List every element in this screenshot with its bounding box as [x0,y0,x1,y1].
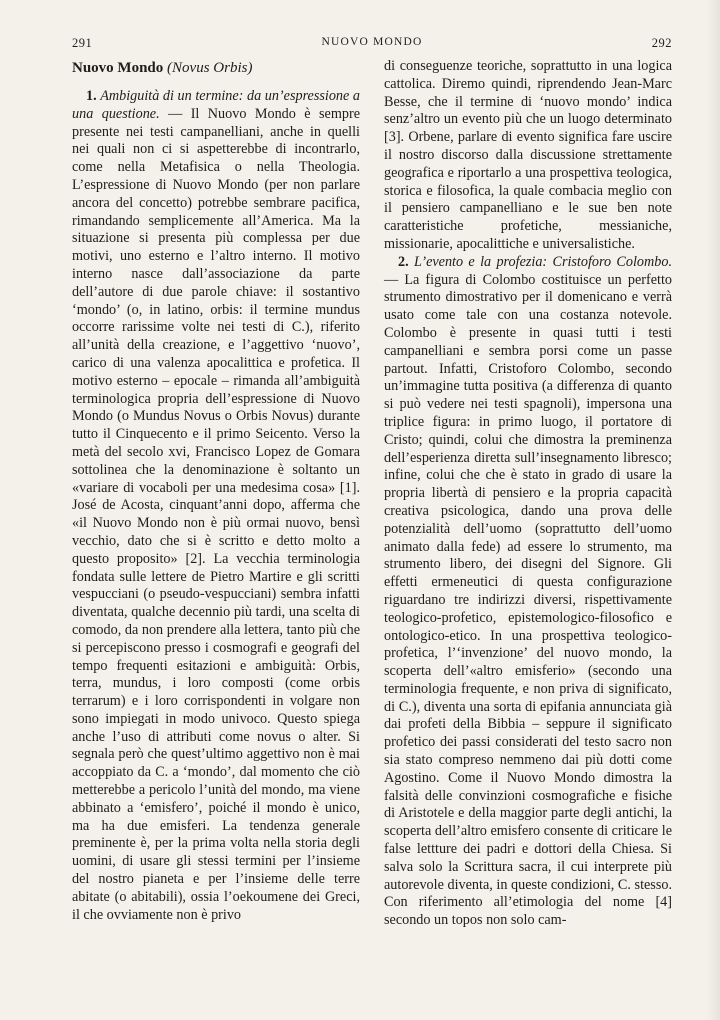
page-edge-shadow [706,0,720,1020]
running-header [72,36,672,52]
entry-title-text: Nuovo Mondo [72,60,164,76]
left-column [72,58,360,924]
section-2-number: 2. [398,253,409,270]
section-1-title: Ambiguità di un termine: da un’espressione a una questione. [72,88,361,122]
page-number-right: 292 [651,36,672,50]
continuation-paragraph: di conseguenze teoriche, soprattutto in una logica cattolica. Diremo quindi, riprendendo Jean-Marc Besse, che il termine di ‘nuovo mondo’ indica senz’altro un evento più che un luogo determinato [3]. Orbene, parlare di evento significa fare uscire il nostro discorso dalla discussione strettamente geografica e riportarlo a una prospettiva teologica, storica e filosofica, la quale combacia meglio con il pensiero campanelliano e le sue ben note caratteristiche profetiche, messianiche, missionarie, apocalittiche e universalistiche. [384,58,672,252]
section-1-paragraph [72,88,360,924]
entry-title [72,58,360,78]
entry-title-latin: (Novus Orbis) [167,60,253,76]
right-column [384,58,672,930]
page-number-left: 291 [72,36,93,50]
section-2-paragraph [384,254,672,930]
section-2-body: — La figura di Colombo costituisce un perfetto strumento dimostrativo per il domenicano e verrà usato come tale con una costanza notevole. Colombo è presente in quasi tutti i testi campanelliani e sembra porsi come un passe partout. Infatti, Cristoforo Colombo, secondo un’immagine tutta positiva (a differenza di quanto si può vedere nei testi spagnoli), impersona una triplice figura: in primo luogo, il portatore di Cristo; quindi, colui che dimostra la preminenza dell’esperienza diretta sull’insegnamento libresco; infine, colui che che è stato in grado di usare la propria libertà di pensiero e la propria capacità creativa psicologica, dando una prova delle potenzialità dell’uomo (soprattutto dell’uomo animato dalla fede) ad essere lo strumento, ma strumento libero, dei disegni del Signore. Gli effetti ermeneutici di questa configurazione riguardano tre indirizzi diversi, rispettivamente teologico-profetico, epistemologico-filosofico e ontologico-etico. In una prospettiva teologico-profetica, l’‘invenzione’ del nuovo mondo, la scoperta dell’«altro emisferio» (secondo una terminologia frequente, e non priva di significato, di C.), diventa una sorta di epifania annunciata già dai profeti della Bibbia – seppure il significato profetico dei passi considerati del testo sacro non sia stato compreso nemmeno dai più dotti come Agostino. Come il Nuovo Mondo dimostra la falsità delle convinzioni cosmografiche e fisiche di Aristotele e della maggior parte degli antichi, la scoperta dell’altro emisfero consente di criticare le false lettture dei padri e dottori della Chiesa. Si salva solo la Scrittura sacra, il cui interprete più autorevole diventa, in queste condizioni, C. stesso. Con riferimento all’etimologia del nome [4] secondo un topos non solo cam- [384,271,672,929]
running-title: NUOVO MONDO [321,36,423,48]
section-1-number: 1. [86,88,97,104]
section-1-body: — Il Nuovo Mondo è sempre presente nei testi campanelliani, anche in quelli nei quali non ci si aspetterebbe di incontrarlo, come nella Metafisica o nella Theologia. L’espressione di Nuovo Mondo (per non parlare ancora del concetto) potrebbe sembrare pacifica, rimandando semplicemente all’America. Ma la situazione si presenta più complessa per due motivi, uno esterno e l’altro interno. Il motivo interno nasce dall’associazione da parte dell’autore di due parole chiave: il sostantivo ‘mondo’ (o, in latino, orbis: il termine mundus occorre rarissime volte nei testi di C.), riferito all’unità della creazione, e l’aggettivo ‘nuovo’, carico di una valenza apocalittica e profetica. Il motivo esterno – epocale – rimanda all’ambiguità terminologica propria dell’espressione di Nuovo Mondo (o Mundus Novus o Orbis Novus) durante tutto il Cinquecento e il primo Seicento. Verso la metà del secolo xvi, Francisco Lopez de Gomara sottolinea che la denominazione è soltanto un «variare di vocaboli per una medesima cosa» [1]. José de Acosta, cinquant’anni dopo, afferma che «il Nuovo Mondo non è più ormai nuovo, bensì vecchio, dato che si è scritto e detto molto a questo proposito» [2]. La vecchia terminologia fondata sulle lettere de Pietro Martire e gli scritti vespucciani (o pseudo-vespucciani) sembra infatti diventata, qualche decennio più tardi, una scelta di comodo, da non prendere alla lettera, tanto più che si percepiscono presso i cosmografi e geografi del tempo frequenti esitazioni e ambiguità: Orbis, terra, mundus, i loro composti (come orbis terrarum) e i loro corrispondenti in volgare non sono impiegati in modo univoco. Questo spiega anche l’uso di attributi come novus o alter. Si segnala però che quest’ultimo aggettivo non è mai accoppiato da C. a ‘mondo’, dal momento che ciò metterebbe a pericolo l’unità del mondo, ma viene abbinato a ‘emisfero’, poiché il mondo è unico, ma ha due emisferi. La tendenza generale preminente è, per la prima volta nella storia degli uomini, di usare gli stessi termini per l’insieme del nostro pianeta e per l’insieme delle terre abitate (o abitabili), ossia l’oekoumene dei Greci, il che ovviamente non è privo [72,105,360,923]
section-2-title: L’evento e la profezia: Cristoforo Colombo. [413,253,672,270]
